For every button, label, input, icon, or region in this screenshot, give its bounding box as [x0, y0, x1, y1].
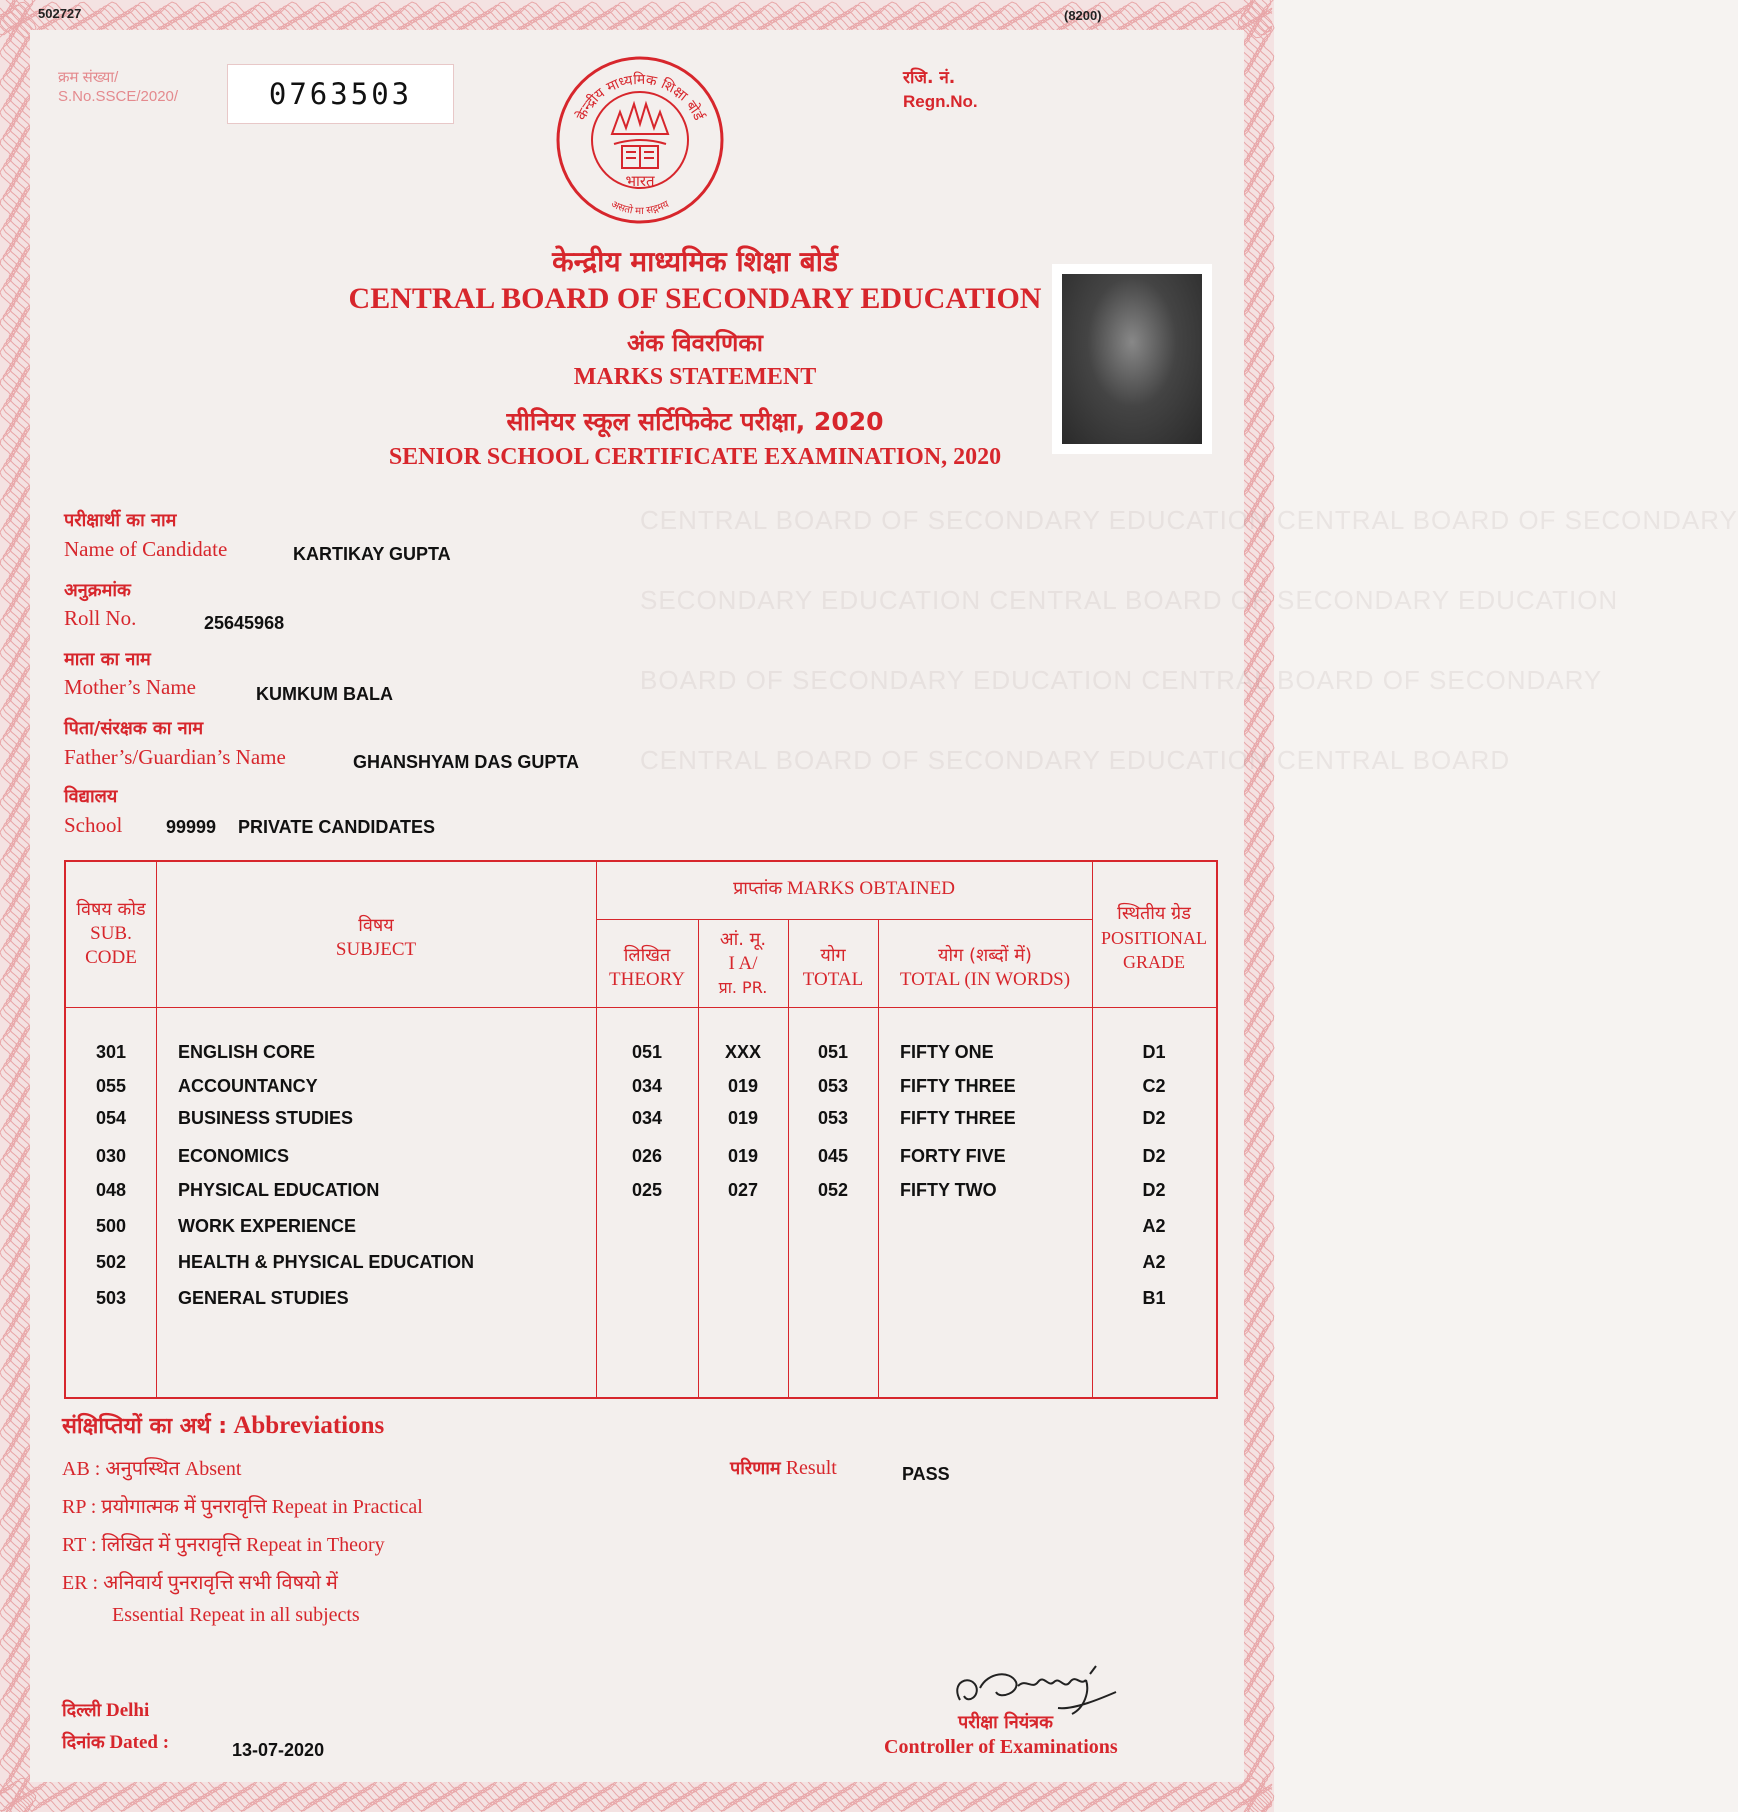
cell-code: 054 — [95, 1108, 127, 1128]
table-row — [66, 1180, 1216, 1210]
svg-text:केन्द्रीय माध्यमिक शिक्षा बोर् — [573, 71, 708, 124]
cell-total: 051 — [817, 1042, 849, 1062]
abbreviations-title-hindi: संक्षिप्तियों का अर्थ : — [62, 1414, 228, 1439]
regn-label-english: Regn.No. — [903, 92, 978, 111]
header-subject-hindi: विषय — [358, 915, 394, 936]
abbr-essential-repeat: ER : अनिवार्य पुनरावृत्ति सभी विषयो में — [62, 1572, 338, 1594]
header-words-english: TOTAL (IN WORDS) — [899, 969, 1071, 990]
cell-subject: HEALTH & PHYSICAL EDUCATION — [178, 1252, 475, 1272]
board-name-english: CENTRAL BOARD OF SECONDARY EDUCATION — [348, 282, 1042, 315]
father-name: GHANSHYAM DAS GUPTA — [353, 752, 580, 772]
mother-label-english: Mother’s Name — [64, 675, 196, 699]
school-code: 99999 — [166, 817, 217, 837]
table-divider — [66, 1007, 1216, 1008]
header-ia-english: I A/ — [728, 953, 758, 974]
cell-subject: ACCOUNTANCY — [178, 1076, 318, 1096]
header-code-english-1: SUB. — [90, 923, 132, 944]
cell-code: 503 — [95, 1288, 127, 1308]
cell-theory: 034 — [631, 1076, 663, 1096]
header-marks-english: MARKS OBTAINED — [787, 878, 955, 899]
cell-subject: PHYSICAL EDUCATION — [178, 1180, 380, 1200]
photo-image — [1062, 274, 1202, 444]
cell-words: FORTY FIVE — [900, 1146, 1006, 1166]
table-row — [66, 1288, 1216, 1318]
marks-table — [64, 860, 1218, 1399]
cell-code: 301 — [95, 1042, 127, 1062]
cbse-seal-logo — [552, 52, 728, 228]
header-grade-hindi: स्थितीय ग्रेड — [1117, 903, 1191, 924]
name-label-english: Name of Candidate — [64, 537, 228, 561]
table-row — [66, 1216, 1216, 1246]
watermark-text: CENTRAL BOARD OF SECONDARY EDUCATION CENTRAL BOARD — [640, 745, 1511, 775]
father-label-english: Father’s/Guardian’s Name — [64, 745, 286, 769]
controller-title-hindi: परीक्षा नियंत्रक — [958, 1712, 1053, 1733]
dated-label — [62, 1730, 169, 1754]
cell-code: 500 — [95, 1216, 127, 1236]
registration-label — [903, 66, 978, 114]
header-sub-code — [66, 898, 156, 970]
header-subject — [156, 914, 596, 962]
abbreviations-title — [62, 1410, 384, 1440]
school-label-english: School — [64, 813, 123, 837]
cell-grade: D2 — [1142, 1180, 1166, 1200]
abbr-repeat-theory: RT : लिखित में पुनरावृत्ति Repeat in Theory — [62, 1534, 385, 1556]
cell-code: 048 — [95, 1180, 127, 1200]
cell-words: FIFTY THREE — [900, 1076, 1016, 1096]
header-code-hindi: विषय कोड — [76, 899, 146, 920]
exam-title-hindi: सीनियर स्कूल सर्टिफिकेट परीक्षा, 2020 — [506, 407, 884, 436]
roll-label-english: Roll No. — [64, 606, 137, 630]
school-label-hindi: विद्यालय — [64, 786, 118, 807]
statement-title-hindi: अंक विवरणिका — [626, 329, 764, 357]
header-code-english-2: CODE — [85, 947, 137, 968]
serial-number: 0763503 — [227, 64, 454, 124]
header-total-english: TOTAL — [802, 969, 864, 990]
cell-theory: 051 — [631, 1042, 663, 1062]
cell-ia: 027 — [727, 1180, 759, 1200]
cell-theory: 025 — [631, 1180, 663, 1200]
watermark-text: SECONDARY EDUCATION CENTRAL BOARD OF SECONDARY EDUCATION — [640, 585, 1619, 615]
name-label-hindi: परीक्षार्थी का नाम — [64, 510, 177, 531]
cell-code: 502 — [95, 1252, 127, 1272]
cell-words: FIFTY THREE — [900, 1108, 1016, 1128]
watermark-text: CENTRAL BOARD OF SECONDARY EDUCATION CENTRAL BOARD OF SECONDARY — [640, 505, 1738, 535]
cell-grade: B1 — [1142, 1288, 1166, 1308]
cell-subject: ECONOMICS — [178, 1146, 290, 1166]
cell-grade: D2 — [1142, 1146, 1166, 1166]
serial-label — [58, 68, 178, 106]
cell-grade: A2 — [1142, 1252, 1166, 1272]
header-grade-english-2: GRADE — [1123, 952, 1185, 972]
cell-grade: C2 — [1142, 1076, 1166, 1096]
svg-text:असतो मा सद्गमय — [609, 199, 671, 217]
table-row — [66, 1252, 1216, 1282]
cell-total: 045 — [817, 1146, 849, 1166]
cell-grade: A2 — [1142, 1216, 1166, 1236]
table-divider — [596, 919, 1092, 920]
roll-label-hindi: अनुक्रमांक — [64, 580, 131, 601]
abbr-repeat-practical: RP : प्रयोगात्मक में पुनरावृत्ति Repeat in Practical — [62, 1496, 423, 1518]
table-row — [66, 1042, 1216, 1072]
result-label-hindi: परिणाम — [730, 1458, 781, 1479]
cell-theory: 034 — [631, 1108, 663, 1128]
cell-ia: 019 — [727, 1108, 759, 1128]
cell-grade: D2 — [1142, 1108, 1166, 1128]
header-total-words — [878, 944, 1092, 992]
cell-total: 052 — [817, 1180, 849, 1200]
header-theory — [596, 944, 698, 992]
cell-total: 053 — [817, 1108, 849, 1128]
serial-label-english: S.No.SSCE/2020/ — [58, 88, 179, 105]
abbreviations-title-english: Abbreviations — [233, 1412, 385, 1439]
header-total — [788, 944, 878, 992]
table-row — [66, 1076, 1216, 1106]
watermark-text: BOARD OF SECONDARY EDUCATION CENTRAL BOARD OF SECONDARY — [640, 665, 1603, 695]
candidate-name: KARTIKAY GUPTA — [293, 544, 451, 564]
cell-grade: D1 — [1142, 1042, 1166, 1062]
header-total-hindi: योग — [820, 945, 846, 966]
header-ia-practical: प्रा. PR. — [718, 978, 768, 997]
header-words-hindi: योग (शब्दों में) — [938, 945, 1032, 966]
seal-text-bottom: असतो मा सद्गमय — [609, 198, 671, 218]
board-name-hindi: केन्द्रीय माध्यमिक शिक्षा बोर्ड — [552, 245, 838, 278]
cell-theory: 026 — [631, 1146, 663, 1166]
mother-label-hindi: माता का नाम — [64, 649, 151, 670]
dated-hindi: दिनांक — [62, 1732, 105, 1753]
cell-code: 030 — [95, 1146, 127, 1166]
place — [62, 1698, 149, 1722]
regn-label-hindi: रजि. नं. — [903, 68, 956, 88]
dated-english: Dated : — [109, 1732, 170, 1753]
cell-words: FIFTY TWO — [900, 1180, 997, 1200]
mother-name: KUMKUM BALA — [256, 684, 393, 704]
controller-title-english: Controller of Examinations — [884, 1736, 1118, 1758]
result-label-english: Result — [785, 1457, 837, 1479]
header-grade-english-1: POSITIONAL — [1101, 928, 1207, 948]
cell-subject: GENERAL STUDIES — [178, 1288, 349, 1308]
cell-ia: 019 — [727, 1146, 759, 1166]
header-marks-hindi: प्राप्तांक — [733, 878, 783, 899]
top-left-number: 502727 — [38, 6, 82, 21]
issue-date: 13-07-2020 — [232, 1740, 325, 1760]
header-subject-english: SUBJECT — [335, 939, 417, 960]
cell-total: 053 — [817, 1076, 849, 1096]
cell-words: FIFTY ONE — [900, 1042, 994, 1062]
father-label-hindi: पिता/संरक्षक का नाम — [64, 718, 204, 739]
candidate-photo — [1052, 264, 1212, 454]
header-positional-grade — [1092, 902, 1216, 974]
result-label — [730, 1456, 837, 1480]
header-theory-english: THEORY — [609, 969, 685, 990]
school-name: PRIVATE CANDIDATES — [238, 817, 436, 837]
serial-label-hindi: क्रम संख्या/ — [58, 69, 119, 86]
cell-subject: WORK EXPERIENCE — [178, 1216, 357, 1236]
cell-subject: BUSINESS STUDIES — [178, 1108, 354, 1128]
place-hindi: दिल्ली — [62, 1700, 102, 1721]
header-marks-obtained — [596, 877, 1092, 901]
table-row — [66, 1108, 1216, 1138]
result-value: PASS — [902, 1464, 950, 1484]
top-right-code: (8200) — [1064, 8, 1102, 23]
seal-text-top: केन्द्रीय माध्यमिक शिक्षा बोर्ड — [573, 71, 707, 124]
header-theory-hindi: लिखित — [623, 945, 671, 966]
abbr-essential-repeat-english: Essential Repeat in all subjects — [112, 1604, 360, 1626]
cell-code: 055 — [95, 1076, 127, 1096]
roll-number: 25645968 — [204, 613, 285, 633]
header-ia-hindi: आं. मू. — [719, 929, 767, 950]
header-ia — [698, 928, 788, 1000]
seal-text-middle: भारत — [625, 172, 655, 190]
cell-ia: 019 — [727, 1076, 759, 1096]
table-row — [66, 1146, 1216, 1176]
statement-title-english: MARKS STATEMENT — [573, 364, 817, 390]
exam-title-english: SENIOR SCHOOL CERTIFICATE EXAMINATION, 2020 — [388, 444, 1002, 470]
abbr-absent: AB : अनुपस्थित Absent — [62, 1458, 242, 1480]
cell-ia: XXX — [724, 1042, 762, 1062]
place-english: Delhi — [105, 1700, 150, 1721]
cell-subject: ENGLISH CORE — [178, 1042, 316, 1062]
